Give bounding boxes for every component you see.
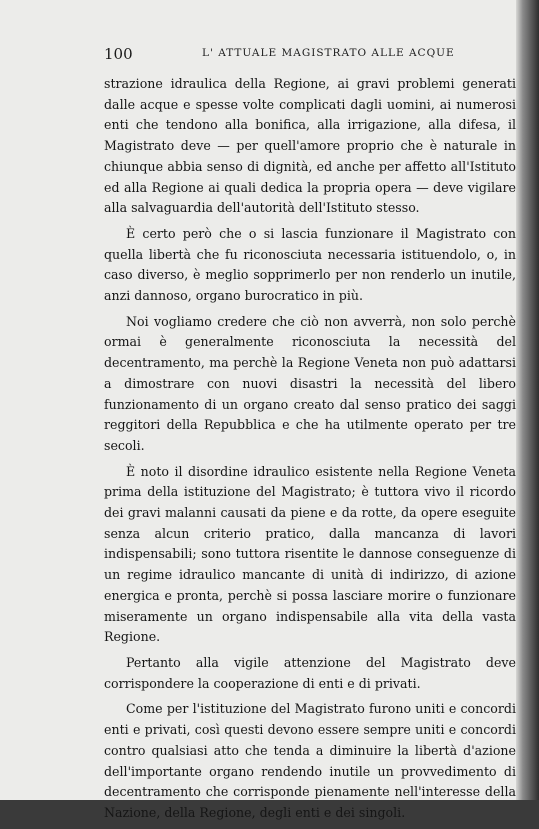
paragraph: Come per l'istituzione del Magistrato furono uniti e concordi enti e privati, così questi devono essere sempre uniti e concordi contro qualsiasi atto che tenda a diminuire la libertà d'azione dell'importante organo rendendo inutile un provvedimento di decentramento che corrisponde pienamente nell'interesse della Nazione, della Regione, degli enti e dei singoli. bbox=[104, 701, 516, 820]
scan-edge-shadow bbox=[516, 0, 539, 800]
page-header bbox=[104, 45, 456, 65]
body-text bbox=[104, 74, 516, 829]
paragraph: Pertanto alla vigile attenzione del Magistrato deve corrispondere la cooperazione di enti e di privati. bbox=[104, 654, 516, 691]
running-head: L' ATTUALE MAGISTRATO ALLE ACQUE bbox=[202, 47, 455, 59]
page-number: 100 bbox=[104, 45, 133, 63]
paragraph: Noi vogliamo credere che ciò non avverrà, non solo perchè ormai è generalmente riconosciuta la necessità del decentramento, ma perchè la Regione Veneta non può adattarsi a dimostrare con nuovi disastri la necessità del libero funzionamento di un organo creato dal senso pratico dei saggi reggitori della Repubblica e che ha utilmente operato per tre secoli. bbox=[104, 313, 516, 453]
paragraph-continuation: strazione idraulica della Regione, ai gravi problemi generati dalle acque e spesse volte complicati dagli uomini, ai numerosi enti che tendono alla bonifica, alla irrigazione, alla difesa, il Magistrato deve — per quell'amore proprio che è naturale in chiunque abbia senso di dignità, ed anche per affetto all'Istituto ed alla Regione ai quali dedica la propria opera — deve vigilare alla salvaguardia dell'autorità dell'Istituto stesso. bbox=[104, 76, 516, 216]
paragraph: È certo però che o si lascia funzionare il Magistrato con quella libertà che fu riconosciuta necessaria istituendolo, o, in caso diverso, è meglio sopprimerlo per non renderlo un inutile, anzi dannoso, organo burocratico in più. bbox=[104, 225, 516, 304]
paragraph: È noto il disordine idraulico esistente nella Regione Veneta prima della istituzione del Magistrato; è tuttora vivo il ricordo dei gravi malanni causati da piene e da rotte, da opere eseguite senza alcun criterio pratico, dalla mancanza di lavori indispensabili; sono tuttora risentite le dannose conseguenze di un regime idraulico mancante di unità di indirizzo, di azione energica e pronta, perchè si possa lasciare morire o funzionare miseramente un organo indispensabile alla vita della vasta Regione. bbox=[104, 463, 516, 645]
